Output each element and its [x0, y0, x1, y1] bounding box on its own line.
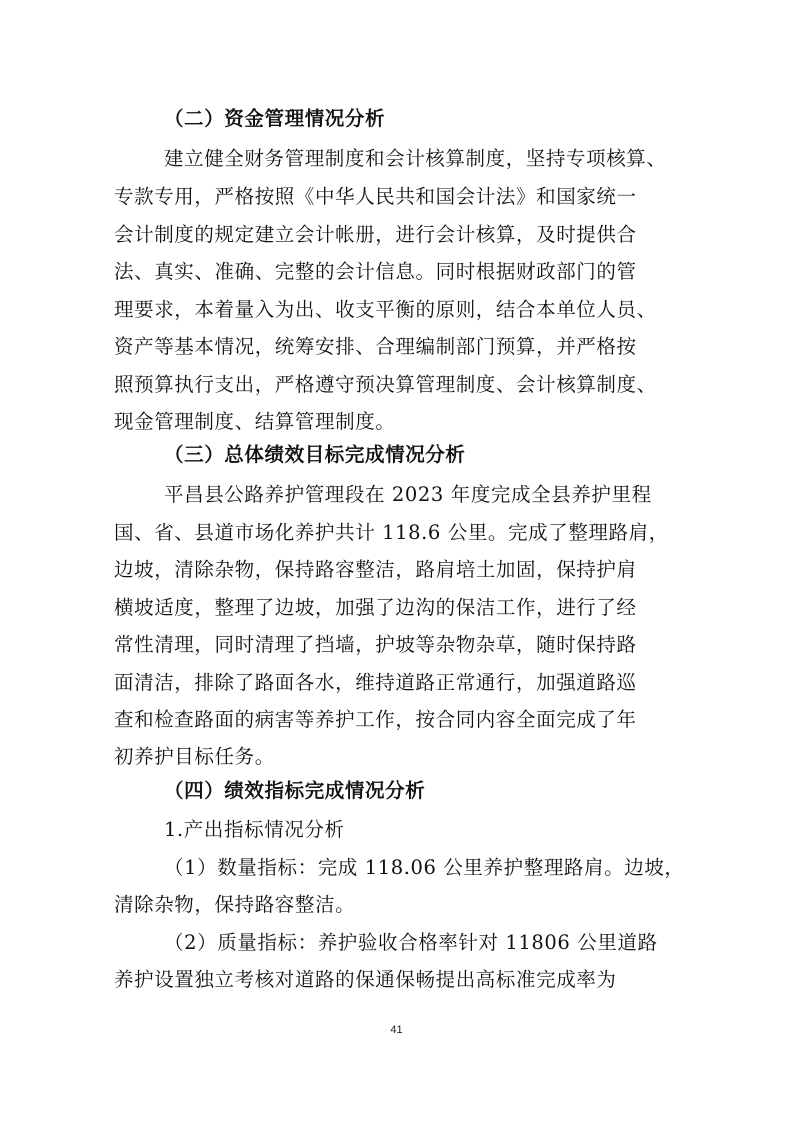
paragraph-line: 边坡，清除杂物，保持路容整洁，路肩培土加固，保持护肩 [114, 558, 637, 581]
paragraph-line: 查和检查路面的病害等养护工作，按合同内容全面完成了年 [114, 708, 637, 731]
paragraph-line: 国、省、县道市场化养护共计 118.6 公里。完成了整理路肩， [114, 521, 669, 544]
section-heading-overall-performance: （三）总体绩效目标完成情况分析 [164, 443, 466, 466]
subsection-heading-output: 1.产出指标情况分析 [164, 818, 345, 841]
paragraph-line: 照预算执行支出，严格遵守预决算管理制度、会计核算制度、 [114, 373, 657, 396]
paragraph-line: 养护设置独立考核对道路的保通保畅提出高标准完成率为 [114, 968, 617, 991]
paragraph-line: 现金管理制度、结算管理制度。 [114, 410, 396, 433]
paragraph-line: 理要求，本着量入为出、收支平衡的原则，结合本单位人员、 [114, 298, 657, 321]
paragraph-line: 专款专用，严格按照《中华人民共和国会计法》和国家统一 [114, 185, 637, 208]
paragraph-line: 清除杂物，保持路容整洁。 [114, 893, 356, 916]
page-number: 41 [390, 1024, 403, 1036]
paragraph-line: 建立健全财务管理制度和会计核算制度，坚持专项核算、 [164, 147, 667, 170]
paragraph-line: （1）数量指标：完成 118.06 公里养护整理路肩。边坡， [164, 856, 685, 879]
paragraph-line: 横坡适度，整理了边坡，加强了边沟的保洁工作，进行了经 [114, 596, 637, 619]
paragraph-line: 面清洁，排除了路面各水，维持道路正常通行，加强道路巡 [114, 671, 637, 694]
paragraph-line: 法、真实、准确、完整的会计信息。同时根据财政部门的管 [114, 260, 637, 283]
paragraph-line: 初养护目标任务。 [114, 745, 275, 768]
paragraph-line: 会计制度的规定建立会计帐册，进行会计核算，及时提供合 [114, 223, 637, 246]
paragraph-line: 资产等基本情况，统筹安排、合理编制部门预算，并严格按 [114, 335, 637, 358]
section-heading-performance-indicators: （四）绩效指标完成情况分析 [164, 779, 426, 802]
paragraph-line: 平昌县公路养护管理段在 2023 年度完成全县养护里程 [164, 483, 652, 506]
paragraph-line: （2）质量指标：养护验收合格率针对 11806 公里道路 [164, 931, 658, 954]
paragraph-line: 常性清理，同时清理了挡墙，护坡等杂物杂草，随时保持路 [114, 633, 637, 656]
section-heading-fund-management: （二）资金管理情况分析 [164, 107, 386, 130]
